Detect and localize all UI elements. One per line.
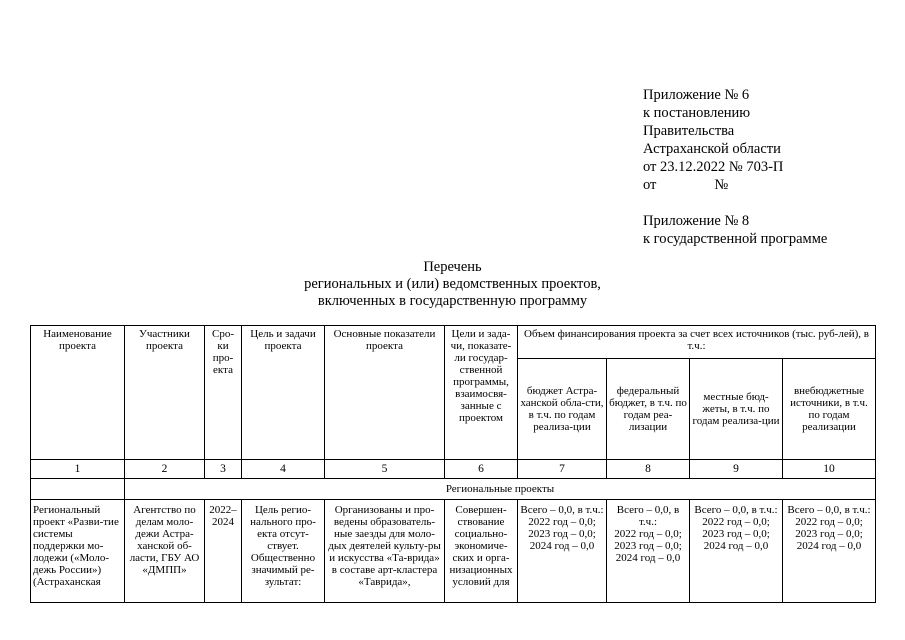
financing-total: Всего – 0,0, в т.ч.: [787, 504, 871, 516]
appendix-line: Приложение № 8 [643, 213, 750, 229]
project-indicators-text: Организованы и про-ведены образователь-ные заезды для моло-дых деятелей культу-ры и искусства «Та-врида» в составе арт-кластера «Таврида», [328, 504, 441, 588]
financing-2023: 2023 год – 0,0; [614, 540, 682, 552]
project-terms [205, 500, 242, 603]
project-terms-text: 2022–2024 [209, 504, 237, 528]
federal-financing-cell [607, 500, 690, 603]
appendix-line: от № [643, 177, 729, 193]
column-number: 1 [31, 460, 125, 479]
financing-2022: 2022 год – 0,0; [702, 516, 770, 528]
local-financing-cell [690, 500, 783, 603]
appendix-line: к постановлению [643, 105, 751, 121]
document-title [0, 259, 905, 310]
project-program-goals-text: Совершен-ствование социально-экономиче-ских и орга-низационных условий для [449, 504, 513, 588]
column-number: 6 [445, 460, 518, 479]
projects-table [30, 325, 876, 603]
financing-2023: 2023 год – 0,0; [795, 528, 863, 540]
appendix-line: Правительства [643, 123, 735, 139]
regional-financing-cell [518, 500, 607, 603]
project-goal [242, 500, 325, 603]
appendix-block [643, 86, 827, 248]
financing-2022: 2022 год – 0,0; [528, 516, 596, 528]
financing-total: Всего – 0,0, в т.ч.: [616, 504, 680, 528]
column-number: 9 [690, 460, 783, 479]
project-goal-text: Цель регио-нального про-екта отсут-ствует. Общественно значимый ре-зультат: [250, 504, 316, 588]
appendix-line: к государственной программе [643, 231, 828, 247]
header-participants: Участники проекта [125, 326, 205, 460]
financing-2024: 2024 год – 0,0 [615, 552, 681, 564]
header-financing: Объем финансирования проекта за счет всех источников (тыс. руб-лей), в т.ч.: [518, 326, 876, 359]
project-name [31, 500, 125, 603]
project-name-text: Региональный проект «Разви-тие системы поддержки мо-лодежи («Моло-дежь России») (Астраханская [33, 504, 119, 588]
financing-2024: 2024 год – 0,0 [529, 540, 595, 552]
financing-2023: 2023 год – 0,0; [702, 528, 770, 540]
header-program-goals: Цели и зада-чи, показате-ли государ-ственной программы, взаимосвя-занные с проектом [445, 326, 518, 460]
financing-2024: 2024 год – 0,0 [796, 540, 862, 552]
financing-2022: 2022 год – 0,0; [614, 528, 682, 540]
financing-total: Всего – 0,0, в т.ч.: [694, 504, 778, 516]
project-program-goals [445, 500, 518, 603]
column-number: 4 [242, 460, 325, 479]
appendix-line: Приложение № 6 [643, 87, 750, 103]
header-terms: Сро-ки про-екта [205, 326, 242, 460]
financing-2022: 2022 год – 0,0; [795, 516, 863, 528]
project-indicators [325, 500, 445, 603]
column-number: 7 [518, 460, 607, 479]
header-extrabudgetary: внебюджетные источники, в т.ч. по годам реализации [783, 359, 876, 460]
column-number: 5 [325, 460, 445, 479]
column-number: 3 [205, 460, 242, 479]
column-number: 8 [607, 460, 690, 479]
project-participants-text: Агентство по делам моло-дежи Астра-ханской об-ласти, ГБУ АО «ДМПП» [129, 504, 200, 576]
appendix-line: от 23.12.2022 № 703-П [643, 159, 784, 175]
section-title: Региональные проекты [125, 479, 876, 500]
extrabudgetary-financing-cell [783, 500, 876, 603]
section-blank [31, 479, 125, 500]
project-participants [125, 500, 205, 603]
header-indicators: Основные показатели проекта [325, 326, 445, 460]
title-line: включенных в государственную программу [317, 293, 588, 309]
header-federal-budget: федеральный бюджет, в т.ч. по годам реа-лизации [607, 359, 690, 460]
financing-total: Всего – 0,0, в т.ч.: [520, 504, 604, 516]
header-name: Наименование проекта [31, 326, 125, 460]
financing-2023: 2023 год – 0,0; [528, 528, 596, 540]
title-line: региональных и (или) ведомственных проектов, [304, 276, 601, 292]
financing-2024: 2024 год – 0,0 [703, 540, 769, 552]
header-regional-budget: бюджет Астра-ханской обла-сти, в т.ч. по годам реализа-ции [518, 359, 607, 460]
header-local-budget: местные бюд-жеты, в т.ч. по годам реализа-ции [690, 359, 783, 460]
column-number: 2 [125, 460, 205, 479]
header-goal: Цель и задачи проекта [242, 326, 325, 460]
title-line: Перечень [423, 259, 482, 275]
appendix-line: Астраханской области [643, 141, 781, 157]
column-number: 10 [783, 460, 876, 479]
